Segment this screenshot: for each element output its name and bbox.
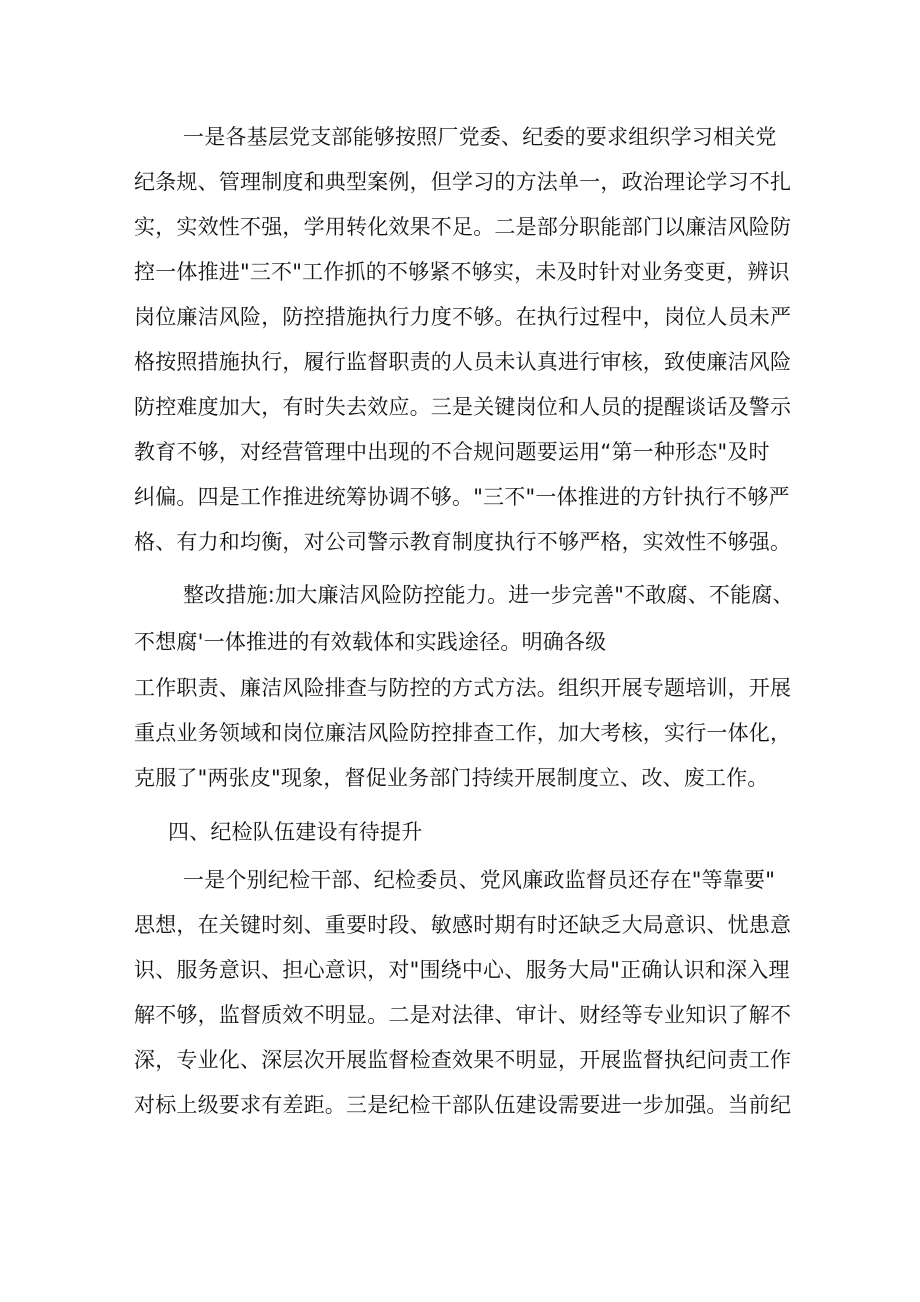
text-line: 工作职责、廉洁风险排查与防控的方式方法。组织开展专题培训，开展 (134, 676, 792, 700)
text-line: 对标上级要求有差距。三是纪检干部队伍建设需要进一步加强。当前纪 (134, 1093, 792, 1117)
text-line: 深，专业化、深层次开展监督检查效果不明显，开展监督执纪问责工作 (134, 1048, 792, 1072)
text-line: 格、有力和均衡，对公司警示教育制度执行不够严格，实效性不够强。 (134, 530, 792, 554)
text-line: 思想，在关键时刻、重要时段、敏感时期有时还缺乏大局意识、忧患意 (134, 913, 792, 937)
text-line: 一是个别纪检干部、纪检委员、党风廉政监督员还存在"等靠要" (183, 868, 776, 892)
text-line: 纪条规、管理制度和典型案例，但学习的方法单一，政治理论学习不扎 (134, 170, 792, 194)
text-line: 不想腐'一体推进的有效载体和实践途径。明确各级 (134, 630, 607, 654)
text-line: 识、服务意识、担心意识，对"围绕中心、服务大局"正确认识和深入理 (134, 958, 790, 982)
section-heading: 四、纪检队伍建设有待提升 (168, 820, 423, 844)
text-line: 岗位廉洁风险，防控措施执行力度不够。在执行过程中，岗位人员未严 (134, 305, 792, 329)
text-line: 克服了"两张皮"现象，督促业务部门持续开展制度立、改、废工作。 (134, 766, 769, 790)
text-line: 一是各基层党支部能够按照厂党委、纪委的要求组织学习相关党 (183, 125, 777, 149)
text-line: 防控难度加大，有时失去效应。三是关键岗位和人员的提醒谈话及警示 (134, 395, 792, 419)
text-line: 控一体推进"三不"工作抓的不够紧不够实，未及时针对业务变更，辨识 (134, 260, 790, 284)
text-line: 解不够，监督质效不明显。二是对法律、审计、财经等专业知识了解不 (134, 1003, 792, 1027)
text-line: 重点业务领域和岗位廉洁风险防控排查工作，加大考核，实行一体化， (134, 721, 792, 745)
text-line: 格按照措施执行，履行监督职责的人员未认真进行审核，致使廉洁风险 (134, 350, 792, 374)
text-line: 整改措施:加大廉洁风险防控能力。进一步完善"不敢腐、不能腐、 (183, 583, 794, 607)
text-line: 实，实效性不强，学用转化效果不足。二是部分职能部门以廉洁风险防 (134, 215, 792, 239)
text-line: 教育不够，对经营管理中出现的不合规问题要运用“第一种形态"及时 (134, 440, 770, 464)
text-line: 纠偏。四是工作推进统筹协调不够。"三不"一体推进的方针执行不够严 (134, 485, 790, 509)
